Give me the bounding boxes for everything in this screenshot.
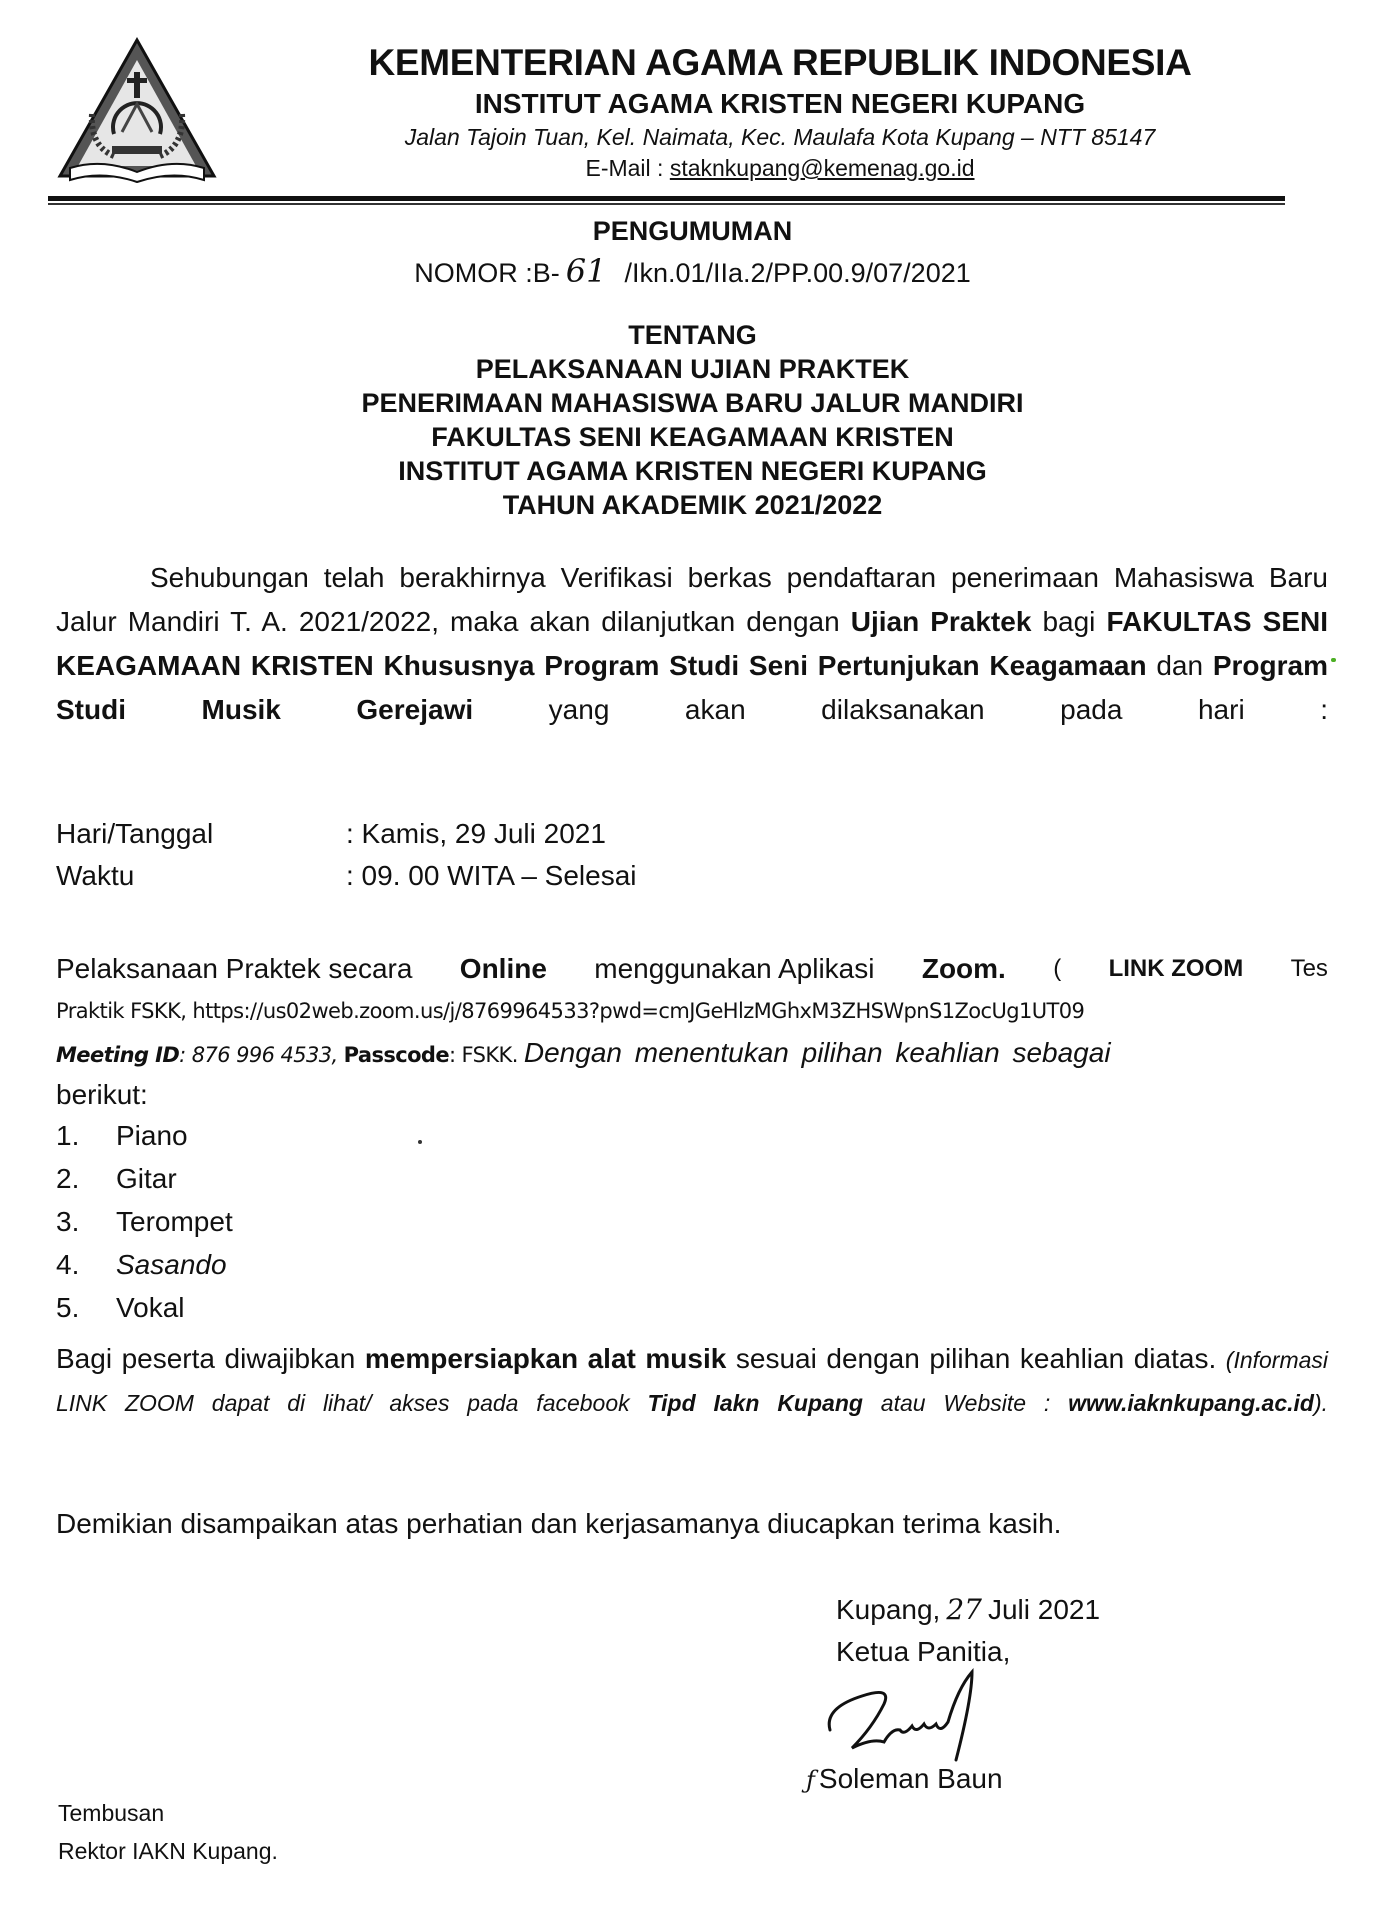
prepare-text: Bagi peserta diwajibkan [56,1343,365,1374]
list-item [56,1114,233,1157]
facebook-page[interactable]: Tipd Iakn Kupang [647,1390,863,1416]
online-line-1 [56,948,1328,990]
list-item [56,1286,233,1329]
schedule-row-time [56,860,637,892]
cc-recipient: Rektor IAKN Kupang. [58,1838,278,1864]
closing-text: Demikian disampaikan atas perhatian dan kerjasamanya diucapkan terima kasih. [56,1508,1062,1539]
schedule-value: : Kamis, 29 Juli 2021 [346,818,606,849]
signature-date [836,1593,1100,1626]
meeting-id-value: : 876 996 4533, [179,1043,344,1067]
list-number: 1. [56,1120,80,1151]
handwritten-signature-icon [822,1668,1022,1768]
list-number: 3. [56,1206,80,1237]
zoom-link[interactable]: Praktik FSKK, https://us02web.zoom.us/j/8769964533?pwd=cmJGeHlzMGhxM3ZHSWpnS1ZocUg1UT09 [56,999,1085,1023]
number-suffix: /Ikn.01/IIa.2/PP.00.9/07/2021 [624,258,971,288]
cc-label: Tembusan [58,1800,165,1826]
logo-emblem-icon [52,34,222,184]
ministry-name: KEMENTERIAN AGAMA REPUBLIK INDONESIA [368,42,1192,83]
number-prefix: NOMOR :B- [414,258,560,288]
online-bold: Zoom. [921,953,1006,984]
intro-text: Sehubungan telah berakhirnya Verifikasi berkas pendaftaran penerimaan Mahasiswa Baru Jalur Mandiri T. A. 2021/2022, maka akan dilanjutkan dengan [56,562,1328,637]
schedule-label: Hari/Tanggal [56,818,214,849]
prepare-bold: mempersiapkan alat musik [364,1343,727,1374]
intro-text: dan [1146,650,1213,681]
intro-text: bagi [1031,606,1107,637]
website-link[interactable]: www.iaknkupang.ac.id [1068,1390,1314,1416]
handwritten-day: 27 [946,1593,982,1626]
letterhead-rule-thin [48,203,1285,205]
subject-line: INSTITUT AGAMA KRISTEN NEGERI KUPANG [398,456,987,486]
subject-line: TAHUN AKADEMIK 2021/2022 [502,490,883,520]
letterhead-rule [48,196,1285,201]
institute-email [300,155,1260,182]
scan-speck [1331,658,1336,662]
passcode-label: Passcode [343,1043,449,1067]
meeting-id-label: Meeting ID [56,1043,180,1067]
passcode-value: : FSKK. [449,1043,524,1067]
subject-heading: TENTANG [628,320,757,350]
prepare-text: sesuai dengan pilihan keahlian diatas. [726,1343,1226,1374]
online-info [56,948,1328,1116]
list-number: 4. [56,1249,80,1280]
institute-name: INSTITUT AGAMA KRISTEN NEGERI KUPANG [474,88,1086,119]
address-text: Jalan Tajoin Tuan, Kel. Naimata, Kec. Maulafa Kota Kupang – NTT 85147 [404,124,1156,150]
list-label: Gitar [116,1163,177,1194]
online-text: menggunakan Aplikasi [594,953,875,984]
list-label: Sasando [116,1249,227,1280]
subject-line: FAKULTAS SENI KEAGAMAAN KRISTEN [431,422,954,452]
online-text: Tes [1290,955,1328,982]
list-number: 5. [56,1292,80,1323]
online-text: Pelaksanaan Praktek secara [56,953,413,984]
list-label: Piano [116,1120,188,1151]
online-line-4: berikut: [56,1079,148,1110]
handwritten-number: 61 [565,252,607,290]
schedule-row-date [56,818,606,850]
subject-line: PENERIMAAN MAHASISWA BARU JALUR MANDIRI [361,388,1024,418]
list-item [56,1157,233,1200]
email-label: E-Mail : [585,155,664,181]
signatory-name: ƒ Soleman Baun [806,1763,1003,1794]
prepare-paragraph [56,1338,1328,1424]
online-text: Dengan menentukan pilihan keahlian sebagai [523,1037,1111,1068]
prepare-italic: ). [1313,1390,1328,1416]
signature-place: Kupang, [836,1594,941,1625]
scan-speck [418,1140,422,1144]
schedule-label: Waktu [56,860,135,891]
institution-logo [52,34,222,184]
list-number: 2. [56,1163,80,1194]
prepare-italic: (Informasi LINK ZOOM dapat di lihat/ akses pada facebook [56,1347,1329,1416]
institute-address [290,124,1270,151]
announcement-title: PENGUMUMAN [592,216,793,246]
intro-bold: Program Studi Musik Gerejawi [56,650,1328,725]
announcement-number [0,252,1385,290]
subject-line: PELAKSANAAN UJIAN PRAKTEK [475,354,910,384]
intro-paragraph [56,556,1328,732]
online-bold: Online [459,953,547,984]
online-text: ( [1053,955,1062,982]
list-item [56,1243,233,1286]
intro-bold: Ujian Praktek [850,606,1032,637]
list-item [56,1200,233,1243]
prepare-italic: atau Website : [862,1390,1069,1416]
signatory-name-text: Soleman Baun [818,1763,1003,1794]
signature-role: Ketua Panitia, [836,1636,1011,1667]
intro-bold: FAKULTAS SENI KEAGAMAAN KRISTEN Khususnya Program Studi Seni Pertunjukan Keagamaan [56,606,1329,681]
meeting-line [56,1032,1328,1074]
link-zoom-label: LINK ZOOM [1108,955,1244,982]
email-link[interactable]: staknkupang@kemenag.go.id [669,155,975,181]
intro-text: yang akan dilaksanakan pada hari : [473,694,1328,725]
skill-options-list [56,1114,233,1329]
schedule-value: : 09. 00 WITA – Selesai [346,860,637,891]
list-label: Vokal [116,1292,185,1323]
list-label: Terompet [116,1206,233,1237]
signature-month-year: Juli 2021 [987,1594,1101,1625]
